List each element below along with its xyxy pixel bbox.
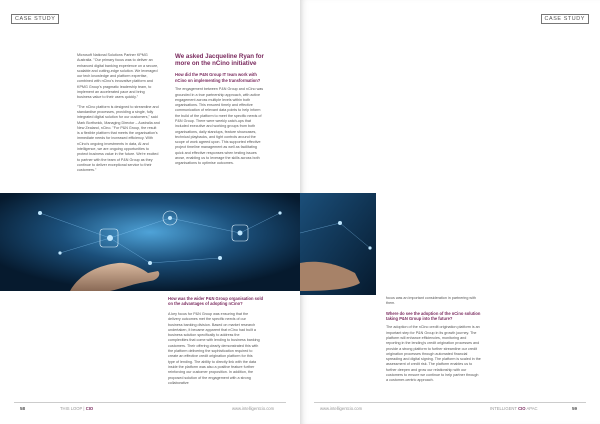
site-url[interactable]: www.intelligentcio.com: [320, 406, 363, 411]
hero-photo: [0, 193, 300, 291]
right-page: [300, 0, 600, 424]
hand-network-illustration: [300, 193, 376, 295]
publication-brand: INTELLIGENT CIO APAC: [490, 406, 538, 411]
footer-rule: [314, 402, 586, 403]
paragraph: "The nCino platform is designed to streamline and standardise processes, providing a single, fully integrated digital solution for our customers," said Mark Borthwick, Managing Director – Australia and New Zealand, nCino. "For P&N Group, the result is a flexible platform that meets the organisation's immediate needs for increased efficiency. With nCino's ongoing investments in data, AI and intelligence, we are ongoing opportunities to protect business value in the future. We're excited to partner with the team of P&N Group as they continue to deliver exceptional service to their customers.": [77, 104, 160, 173]
case-study-tag: CASE STUDY: [11, 14, 59, 24]
interview-column: [175, 53, 265, 171]
intro-column: [77, 53, 160, 178]
publication-brand: THIS LOOP | CIO: [60, 406, 94, 411]
page-number: 58: [20, 406, 26, 411]
answer-paragraph: The engagement between P&N Group and nCino was grounded in a true partnership approach, with active engagement across multiple levels within both organisations. This ensured timely and effective communication of relevant data points to help inform the build of the platform to meet the specific needs of P&N Group. There were weekly catch-ups that included executive and working groups from both organisations, daily standups, feature showcases, technical playbacks, and tight controls around the scope of work agreed upon. This supported effective project timeline management as well as facilitating quick and effective responses when testing issues arose, enabling us to leverage the skills across both organisations to optimise outcomes.: [175, 87, 264, 166]
paragraph: focus was an important consideration in partnering with them.: [386, 296, 476, 306]
page-number: 59: [572, 406, 578, 411]
footer-rule: [14, 402, 286, 403]
question-section: [25, 296, 264, 311]
case-study-tag: CASE STUDY: [541, 14, 589, 24]
answer-paragraph: The adoption of the nCino credit origination platform is an important step for P&N Group in its growth journey. The platform will enhance efficiencies, monitoring and reporting in the lending's credit origination processes and provide a strong platform to further streamline our credit origination processes through automated financial spreading and digital signing. The platform is scaled in the assessment of credit risk. The platform enables us to further deepen and grow our relationship with our customers to ensure we continue to help partner through a customer-centric approach.: [386, 325, 481, 383]
site-url[interactable]: www.intelligentcio.com: [232, 406, 275, 411]
continued-column: [386, 296, 481, 388]
question-heading: Where do see the adoption of the nCino solution taking P&N Group into the future?: [386, 310, 481, 321]
paragraph: Microsoft National Solutions Partner KPMG Australia. "Our primary focus was to deliver an enhanced digital banking experience on a secure, scalable and cutting-edge solution. We leveraged our tech knowledge and platform expertise, combined with nCino's innovative platform and KPMG Group's pragmatic leadership team, to implement an accelerated pace and bring business value to their users quickly.": [77, 53, 159, 100]
left-footer: [0, 406, 300, 414]
interview-heading: We asked Jacqueline Ryan for more on the nCino initiative: [175, 53, 264, 68]
right-footer: [300, 406, 600, 414]
answer-paragraph: A key focus for P&N Group was ensuring that the delivery outcomes met the specific needs of our business banking division. Based on market research undertaken, it became apparent that nCino had built a business solution specifically to address the complexities that come with lending to business banking customers. Their offering clearly demonstrated this with the platform delivering the sophistication required to create an effective credit origination platform for this type of lending. The ability to directly link with the data inside the platform was also a positive feature further reinforcing our customer proposition. In addition, the proposed solution of the engagement with a strong collaborative: [168, 312, 260, 385]
hero-photo-continued: [300, 193, 376, 295]
answer-column: [168, 312, 260, 390]
hand-network-illustration: [0, 193, 300, 291]
question-heading: How was the wider P&N Group organisation sold on the advantages of adopting nCino?: [168, 296, 264, 307]
question-heading: How did the P&N Group IT team work with nCino on implementing the transformation?: [175, 72, 261, 83]
